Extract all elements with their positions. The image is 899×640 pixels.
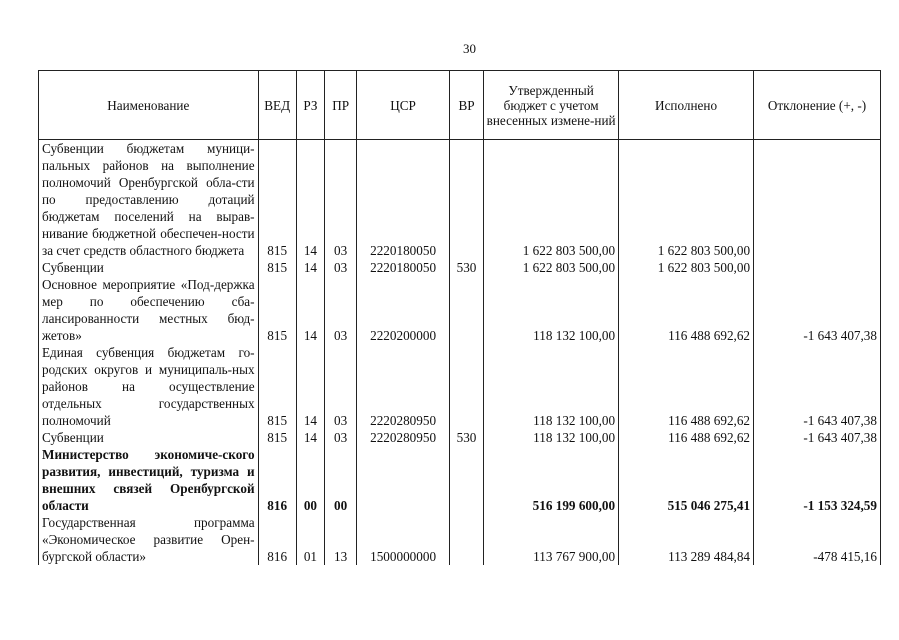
table-row	[39, 259, 881, 276]
table-row	[39, 344, 881, 429]
cell-vr	[449, 344, 483, 429]
cell-vr: 530	[449, 259, 483, 276]
cell-ved: 816	[258, 514, 296, 565]
cell-approved: 113 767 900,00	[484, 514, 619, 565]
cell-deviation: -1 643 407,38	[754, 344, 881, 429]
header-name: Наименование	[39, 71, 259, 140]
header-executed: Исполнено	[619, 71, 754, 140]
table-header-row	[39, 71, 881, 140]
cell-vr	[449, 446, 483, 514]
cell-name: Государственная программа «Экономическое развитие Орен-бургской области»	[39, 514, 259, 565]
table-row	[39, 446, 881, 514]
header-pr: ПР	[325, 71, 357, 140]
cell-rz: 14	[296, 344, 324, 429]
cell-deviation	[754, 259, 881, 276]
cell-rz: 14	[296, 276, 324, 344]
cell-pr: 13	[325, 514, 357, 565]
header-csr: ЦСР	[357, 71, 450, 140]
cell-deviation: -1 153 324,59	[754, 446, 881, 514]
cell-pr: 03	[325, 259, 357, 276]
header-ved: ВЕД	[258, 71, 296, 140]
cell-rz: 14	[296, 429, 324, 446]
cell-vr	[449, 514, 483, 565]
cell-csr: 2220280950	[357, 344, 450, 429]
cell-executed: 1 622 803 500,00	[619, 140, 754, 260]
cell-name: Субвенции	[39, 429, 259, 446]
table-row	[39, 140, 881, 260]
cell-csr: 2220200000	[357, 276, 450, 344]
cell-executed: 1 622 803 500,00	[619, 259, 754, 276]
header-rz: РЗ	[296, 71, 324, 140]
cell-ved: 815	[258, 276, 296, 344]
cell-ved: 815	[258, 344, 296, 429]
cell-name: Основное мероприятие «Под-держка мер по обеспечению сба-лансированности местных бюд-жетов»	[39, 276, 259, 344]
cell-approved: 1 622 803 500,00	[484, 140, 619, 260]
cell-vr: 530	[449, 429, 483, 446]
cell-approved: 118 132 100,00	[484, 429, 619, 446]
cell-rz: 01	[296, 514, 324, 565]
cell-pr: 03	[325, 344, 357, 429]
cell-executed: 116 488 692,62	[619, 429, 754, 446]
cell-deviation: -1 643 407,38	[754, 276, 881, 344]
cell-executed: 116 488 692,62	[619, 276, 754, 344]
cell-rz: 14	[296, 140, 324, 260]
cell-pr: 00	[325, 446, 357, 514]
cell-name: Субвенции	[39, 259, 259, 276]
cell-ved: 815	[258, 429, 296, 446]
cell-csr: 2220180050	[357, 259, 450, 276]
cell-deviation: -478 415,16	[754, 514, 881, 565]
cell-name: Министерство экономиче-ского развития, инвестиций, туризма и внешних связей Оренбургской области	[39, 446, 259, 514]
cell-rz: 14	[296, 259, 324, 276]
header-vr: ВР	[449, 71, 483, 140]
cell-executed: 113 289 484,84	[619, 514, 754, 565]
cell-name: Единая субвенция бюджетам го-родских округов и муниципаль-ных районов на осуществление отдельных государственных полномочий	[39, 344, 259, 429]
cell-ved: 815	[258, 259, 296, 276]
cell-pr: 03	[325, 429, 357, 446]
cell-name: Субвенции бюджетам муници-пальных районов на выполнение полномочий Оренбургской обла-сти по предоставлению дотаций бюджетам поселений на вырав-нивание бюджетной обеспечен-ности за счет средств областного бюджета	[39, 140, 259, 260]
table-row	[39, 429, 881, 446]
cell-deviation: -1 643 407,38	[754, 429, 881, 446]
page-number: 30	[463, 41, 476, 56]
budget-execution-table	[38, 70, 881, 565]
table-body	[39, 140, 881, 566]
table-row	[39, 514, 881, 565]
cell-pr: 03	[325, 276, 357, 344]
header-deviation: Отклонение (+, -)	[754, 71, 881, 140]
cell-csr	[357, 446, 450, 514]
cell-ved: 815	[258, 140, 296, 260]
cell-ved: 816	[258, 446, 296, 514]
table-row	[39, 276, 881, 344]
cell-pr: 03	[325, 140, 357, 260]
cell-executed: 116 488 692,62	[619, 344, 754, 429]
cell-csr: 2220280950	[357, 429, 450, 446]
cell-rz: 00	[296, 446, 324, 514]
cell-approved: 1 622 803 500,00	[484, 259, 619, 276]
cell-approved: 118 132 100,00	[484, 276, 619, 344]
cell-approved: 118 132 100,00	[484, 344, 619, 429]
cell-deviation	[754, 140, 881, 260]
cell-vr	[449, 276, 483, 344]
header-approved: Утвержденный бюджет с учетом внесенных измене-ний	[484, 71, 619, 140]
cell-vr	[449, 140, 483, 260]
cell-approved: 516 199 600,00	[484, 446, 619, 514]
cell-executed: 515 046 275,41	[619, 446, 754, 514]
cell-csr: 1500000000	[357, 514, 450, 565]
cell-csr: 2220180050	[357, 140, 450, 260]
